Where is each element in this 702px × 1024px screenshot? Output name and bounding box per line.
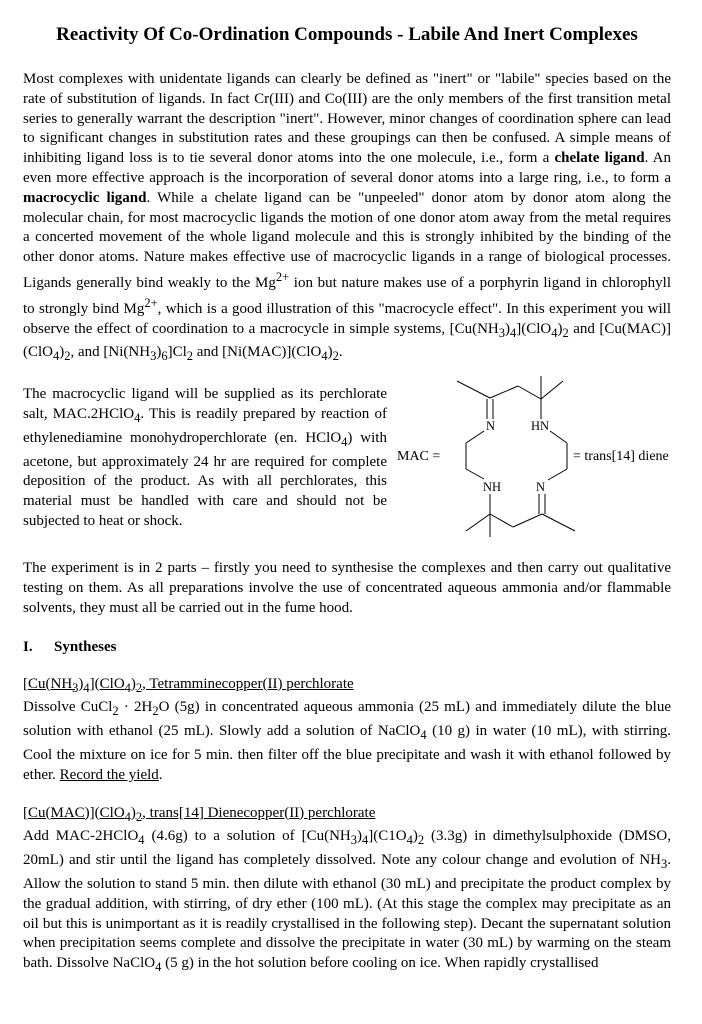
term-macrocyclic-ligand: macrocyclic ligand	[23, 189, 147, 206]
document-page	[23, 22, 671, 978]
experiment-paragraph: The experiment is in 2 parts – firstly you need to synthesise the complexes and then carry out qualitative testing on them. As all preparations involve the use of concentrated aqueous ammonia and/or flammable solvents, they must all be carried out in the fume hood.	[23, 560, 671, 616]
mac-structure-figure	[387, 371, 671, 541]
mac-structure-diagram	[387, 371, 671, 541]
atom-nh-bottom-left: NH	[483, 480, 502, 495]
tetramminecopper-procedure: Dissolve CuCl$_2$ · $2H_2O$ (5g) in concentrated aqueous ammonia (25 mL) and immediately dilute the blue solution with ethanol (25 mL). Slowly add a solution of NaClO$_4$ (10 g) in water (10 mL), with stirring. Cool the mixture on ice for 5 min. then filter off the blue precipitate and wash it with ethanol followed by ether. Record the yield.	[23, 699, 671, 783]
atom-hn-top-right: HN	[531, 419, 550, 434]
record-yield-note: Record the yield	[59, 766, 159, 783]
subheading-dienecopper: $[Cu(MAC)](ClO_4)_2$, trans[14] Dienecopper(II) perchlorate	[23, 804, 376, 824]
macrocycle-paragraph: The macrocyclic ligand will be supplied as its perchlorate salt, MAC.2HClO$_4$. This is readily prepared by reaction of ethylenediamine monohydroperchlorate (en. HClO$_4$) with acetone, but approximately 24 hr are required for complete deposition of the product. As with all perchlorates, this material must be handled with care and should not be subjected to heat or shock.	[23, 386, 387, 529]
dienecopper-procedure: Add MAC-2HClO$_4$ (4.6g) to a solution of $[Cu(NH_3)_4](C1O_4)_2$ (3.3g) in dimethylsulphoxide (DMSO, 20mL) and stir until the ligand has completely dissolved. Note any colour change and evolution of $NH_3$. Allow the solution to stand 5 min. then dilute with ethanol (30 mL) and precipitate the product complex by the gradual addition, with stirring, of dry ether (100 mL). (At this stage the complex may precipitate as an oil but this is unimportant as it is readily crystallised in the following step). Decant the supernatant solution when precipitation seems complete and dissolve the precipitate in water (30 mL) by warming on the steam bath. Dissolve NaClO$_4$ (5 g) in the hot solution before cooling on ice. When rapidly crystallised	[23, 828, 672, 975]
atom-n-top-left: N	[486, 419, 496, 434]
mac-left-label: MAC =	[397, 449, 441, 465]
atom-n-bottom-right: N	[536, 480, 546, 495]
intro-paragraph: Most complexes with unidentate ligands can clearly be defined as "inert" or "labile" species based on the rate of substitution of ligands. In fact Cr(III) and Co(III) are the only members of the first transition metal series to generally warrant the description "inert". However, minor changes of coordination sphere can lead to significant changes in substitution rates and these groupings can then be confused. A simple means of inhibiting ligand loss is to tie several donor atoms into the one molecule, i.e., form a chelate ligand. An even more effective approach is the incorporation of several donor atoms into a large ring, i.e., to form a macrocyclic ligand. While a chelate ligand can be "unpeeled" donor atom by donor atom along the molecular chain, for most macrocyclic ligands the motion of one donor atom away from the metal requires a concerted movement of the whole ligand molecule and this is strongly inhibited by the binding of the other donor atoms. Nature makes effective use of macrocyclic ligands in a range of biological processes. Ligands generally bind weakly to the $Mg^{2+}$ ion but nature makes use of a porphyrin ligand in chlorophyll to strongly bind $Mg^{2+}$, which is a good illustration of this "macrocycle effect". In this experiment you will observe the effect of coordination to a macrocycle in simple systems, $[Cu(NH_3)_4](ClO_4)_2$ and $[Cu(MAC)](ClO_4)_2$, and $[Ni(NH_3)_6]Cl_2$ and $[Ni(MAC)](ClO_4)_2$.	[23, 71, 671, 364]
mac-right-label: = trans[14] diene	[573, 449, 669, 465]
page-title: Reactivity Of Co-Ordination Compounds - Labile And Inert Complexes	[56, 24, 638, 45]
subheading-tetramminecopper: $[Cu(NH_3)_4](ClO_4)_2$, Tetramminecopper(II) perchlorate	[23, 675, 354, 695]
section-heading-syntheses: I. Syntheses	[23, 638, 117, 655]
term-chelate-ligand: chelate ligand	[554, 150, 645, 167]
